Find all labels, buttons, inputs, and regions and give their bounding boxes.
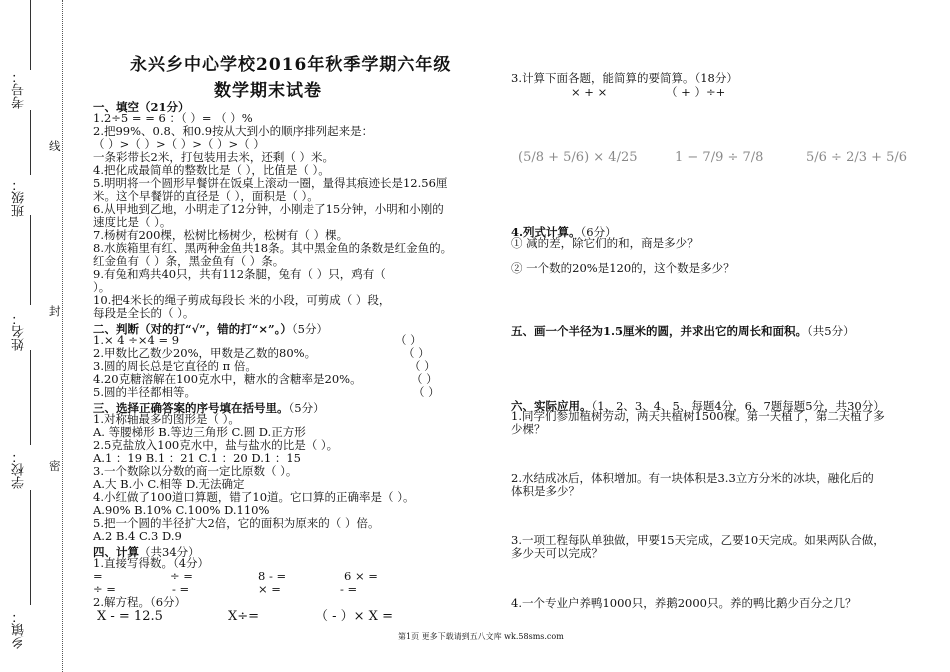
s3-line: A.2 B.4 C.3 D.9 <box>93 529 182 543</box>
list-calc-q2: ② 一个数的20%是120的，这个数是多少？ <box>511 261 735 275</box>
calc3-expression: 1 − 7/9 ÷ 7/8 <box>675 150 764 165</box>
s6-q1: 少棵？ <box>511 422 546 436</box>
s1-line: 红金鱼有（ ）条，黑金鱼有（ ）条。 <box>93 254 285 268</box>
binding-line <box>30 110 31 175</box>
calc3-expression: 5/6 ÷ 2/3 + 5/6 <box>806 150 908 165</box>
s2-item: 3.圆的周长总是它直径的 π 倍。 <box>93 359 257 373</box>
s1-line: 8.水族箱里有红、黑两种金鱼共18条。其中黑金鱼的条数是红金鱼的。 <box>93 241 453 255</box>
section5-heading: 五、画一个半径为1.5厘米的圆，并求出它的周长和面积。（共5分） <box>511 324 855 338</box>
mental-math-item: 6 × = <box>344 569 378 583</box>
s2-answer-paren[interactable]: （ ） <box>395 333 422 347</box>
label-township: 乡镇： <box>12 610 27 649</box>
section3-heading: 三、选择正确答案的序号填在括号里。（5分） <box>93 401 325 415</box>
mental-math-item: ÷ = <box>170 569 193 583</box>
s1-line: 9.有兔和鸡共40只，共有112条腿，兔有（ ）只，鸡有（ <box>93 267 386 281</box>
cut-mark-line: 线 <box>49 139 61 153</box>
page-subtitle: 数学期末试卷 <box>214 81 322 101</box>
binding-line <box>30 0 31 70</box>
section1-heading: 一、填空（21分） <box>93 100 190 114</box>
s4-list-heading: 4.列式计算。（6分） <box>511 225 617 239</box>
cut-mark-seal: 封 <box>49 304 61 318</box>
s1-line: 4.把化成最简单的整数比是（ ），比值是（ ）。 <box>93 163 330 177</box>
s1-line: 每段是全长的（ ）。 <box>93 306 195 320</box>
s2-item: 2.甲数比乙数少20%，甲数是乙数的80%。 <box>93 346 317 360</box>
list-calc-q1: ① 减的差，除它们的和，商是多少？ <box>511 236 699 250</box>
s1-line: 速度比是（ ）。 <box>93 215 172 229</box>
s3-line: A.大 B.小 C.相等 D.无法确定 <box>93 477 245 491</box>
s2-answer-paren[interactable]: （ ） <box>413 385 440 399</box>
equation: （ - ）× X = <box>315 609 393 624</box>
s2-answer-paren[interactable]: （ ） <box>403 346 430 360</box>
s1-line: 米。这个早餐饼的直径是（ ），面积是（ ）。 <box>93 189 319 203</box>
binding-line <box>30 215 31 305</box>
s6-q2: 体积是多少？ <box>511 484 580 498</box>
s1-line: 1.2÷5 = = 6 ：（ ）= （ ）% <box>93 111 253 125</box>
s1-line: 10.把4米长的绳子剪成每段长 米的小段，可剪成（ ）段， <box>93 293 391 307</box>
s3-line: A.90% B.10% C.100% D.110% <box>93 503 270 517</box>
section2-heading: 二、判断（对的打“√”，错的打“×”。）（5分） <box>93 322 328 336</box>
s1-line: 一条彩带长2米，打包装用去米，还剩（ ）米。 <box>93 150 334 164</box>
section4-heading: 四、计算（共34分） <box>93 545 200 559</box>
s6-q1: 1.同学们参加植树劳动，两天共植树1500棵。第一天植了，第二天植了多 <box>511 409 885 423</box>
page-title: 永兴乡中心学校2016年秋季学期六年级 <box>130 55 452 75</box>
s6-q4: 4.一个专业户养鸭1000只，养鹅2000只。养的鸭比鹅少百分之几？ <box>511 596 857 610</box>
s3-line: 3.一个数除以分数的商一定比原数（ ）。 <box>93 464 298 478</box>
s4-sub2: 2.解方程。（6分） <box>93 595 187 609</box>
s6-q3: 3.一项工程每队单独做，甲要15天完成，乙要10天完成。如果两队合做， <box>511 533 885 547</box>
s4-sub1: 1.直接写得数。（4分） <box>93 556 210 570</box>
s1-line: 6.从甲地到乙地，小明走了12分钟，小刚走了15分钟，小明和小刚的 <box>93 202 444 216</box>
label-class: 班级： <box>12 178 27 217</box>
s1-line: 5.明明将一个圆形早餐饼在饭桌上滚动一圈，量得其痕迹长是12.56厘 <box>93 176 448 190</box>
binding-line <box>30 490 31 605</box>
s3-line: A.1 ：19 B.1 ：21 C.1 ：20 D.1 ：15 <box>93 451 301 465</box>
calc3-op: × + × <box>571 85 608 99</box>
cut-mark-secret: 密 <box>49 459 61 473</box>
section6-heading: 六、实际应用。（1、2、3、4、5、每题4分，6、7题每题5分，共30分） <box>511 399 885 413</box>
label-school: 学校： <box>12 450 27 489</box>
calc3-expression: (5/8 + 5/6) × 4/25 <box>518 150 638 165</box>
s2-item: 1.× 4 ÷×4 = 9 <box>93 333 180 347</box>
label-exam-number: 考号： <box>12 70 27 109</box>
s1-line: 2.把99%、0.8、和0.9按从大到小的顺序排列起来是： <box>93 124 374 138</box>
s2-item: 5.圆的半径都相等。 <box>93 385 196 399</box>
s3-line: 2.5克盐放入100克水中，盐与盐水的比是（ ）。 <box>93 438 339 452</box>
equation: X÷= <box>228 609 260 624</box>
s3-line: 5.把一个圆的半径扩大2倍，它的面积为原来的（ ）倍。 <box>93 516 380 530</box>
calc3-op: （ + ）÷+ <box>666 85 726 99</box>
s1-line: ）。 <box>93 280 111 294</box>
s3-line: 1.对称轴最多的图形是（ ）。 <box>93 412 240 426</box>
mental-math-item: - = <box>172 582 190 596</box>
s6-q2: 2.水结成冰后，体积增加。有一块体积是3.3立方分米的冰块，融化后的 <box>511 471 874 485</box>
s3-line: A. 等腰梯形 B.等边三角形 C.圆 D.正方形 <box>93 425 306 439</box>
seal-dotted-line <box>62 0 63 672</box>
s6-q3: 多少天可以完成？ <box>511 546 603 560</box>
s2-answer-paren[interactable]: （ ） <box>409 359 436 373</box>
s1-line: 7.杨树有200棵，松树比杨树少，松树有（ ）棵。 <box>93 228 349 242</box>
s2-answer-paren[interactable]: （ ） <box>411 372 438 386</box>
s2-item: 4.20克糖溶解在100克水中，糖水的含糖率是20%。 <box>93 372 362 386</box>
binding-line <box>30 350 31 445</box>
equation: X - = 12.5 <box>97 609 163 624</box>
page-footer: 第1页 更多下载请到五八文库 wk.58sms.com <box>398 632 564 641</box>
s3-line: 4.小红做了100道口算题，错了10道。它口算的正确率是（ ）。 <box>93 490 415 504</box>
mental-math-item: - = <box>340 582 358 596</box>
label-name: 姓名： <box>12 312 27 351</box>
calc3-heading: 3.计算下面各题，能简算的要简算。（18分） <box>511 71 738 85</box>
s1-line: （ ）>（ ）>（ ）>（ ）>（ ） <box>93 137 265 151</box>
mental-math-item: × = <box>258 582 281 596</box>
mental-math-item: = <box>93 569 103 583</box>
mental-math-item: ÷ = <box>93 582 116 596</box>
mental-math-item: 8 - = <box>258 569 287 583</box>
